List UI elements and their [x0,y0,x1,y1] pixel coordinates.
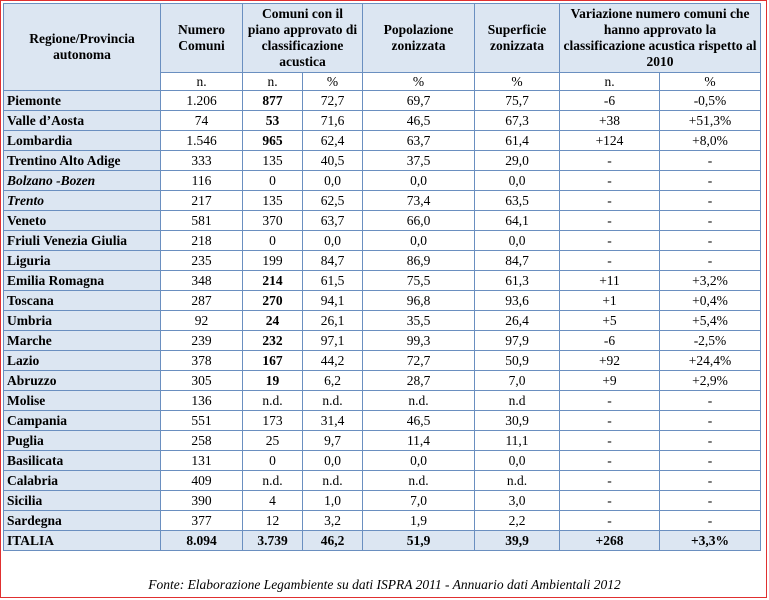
piano-pct-cell: 61,5 [303,271,363,291]
piano-pct-cell: n.d. [303,471,363,491]
variazione-pct-cell: -0,5% [660,91,761,111]
superficie-cell: 75,7 [475,91,560,111]
total-row [4,531,761,551]
popolazione-cell: n.d. [363,471,475,491]
numero-comuni-cell: 377 [161,511,243,531]
piano-n-cell: n.d. [243,391,303,411]
table-row [4,391,761,411]
popolazione-cell: 7,0 [363,491,475,511]
table-row [4,211,761,231]
popolazione-cell: 69,7 [363,91,475,111]
unit-cell: % [475,73,560,91]
table-row [4,351,761,371]
region-name-cell: Campania [4,411,161,431]
variazione-pct-cell: - [660,231,761,251]
piano-n-cell: 965 [243,131,303,151]
region-name-cell: Basilicata [4,451,161,471]
superficie-cell: n.d. [475,471,560,491]
table-row [4,191,761,211]
variazione-pct-cell: - [660,391,761,411]
piano-pct-cell: 71,6 [303,111,363,131]
variazione-n-cell: - [560,431,660,451]
variazione-n-cell: +11 [560,271,660,291]
table-row [4,491,761,511]
piano-pct-cell: 0,0 [303,171,363,191]
unit-cell: % [303,73,363,91]
unit-cell: n. [243,73,303,91]
numero-comuni-cell: 1.206 [161,91,243,111]
superficie-cell: 26,4 [475,311,560,331]
table-row [4,431,761,451]
piano-n-cell: 135 [243,191,303,211]
table-row [4,111,761,131]
superficie-cell: 97,9 [475,331,560,351]
numero-comuni-cell: 235 [161,251,243,271]
variazione-n-cell: +5 [560,311,660,331]
variazione-pct-cell: - [660,411,761,431]
variazione-n-cell: - [560,151,660,171]
table-row [4,291,761,311]
popolazione-cell: 0,0 [363,171,475,191]
variazione-n-cell: - [560,411,660,431]
region-name-cell: Piemonte [4,91,161,111]
superficie-cell: 84,7 [475,251,560,271]
popolazione-cell: 11,4 [363,431,475,451]
piano-n-cell: 0 [243,171,303,191]
variazione-pct-cell: +24,4% [660,351,761,371]
table-row [4,311,761,331]
piano-n-cell: 24 [243,311,303,331]
total-piano-pct: 46,2 [303,531,363,551]
table-row [4,91,761,111]
table-row [4,331,761,351]
variazione-pct-cell: - [660,151,761,171]
header-variazione: Variazione numero comuni che hanno approvato la classificazione acustica rispetto al 2010 [560,4,761,73]
variazione-pct-cell: - [660,511,761,531]
variazione-n-cell: - [560,511,660,531]
table-row [4,251,761,271]
variazione-pct-cell: - [660,491,761,511]
variazione-n-cell: - [560,191,660,211]
popolazione-cell: 46,5 [363,111,475,131]
numero-comuni-cell: 116 [161,171,243,191]
region-name-cell: Marche [4,331,161,351]
total-popolazione: 51,9 [363,531,475,551]
piano-n-cell: 270 [243,291,303,311]
popolazione-cell: 72,7 [363,351,475,371]
variazione-pct-cell: +0,4% [660,291,761,311]
header-numero-comuni: Numero Comuni [161,4,243,73]
numero-comuni-cell: 218 [161,231,243,251]
piano-n-cell: 0 [243,231,303,251]
superficie-cell: 29,0 [475,151,560,171]
popolazione-cell: 28,7 [363,371,475,391]
popolazione-cell: 75,5 [363,271,475,291]
piano-n-cell: 12 [243,511,303,531]
superficie-cell: 61,3 [475,271,560,291]
variazione-n-cell: - [560,171,660,191]
region-name-cell: Umbria [4,311,161,331]
numero-comuni-cell: 239 [161,331,243,351]
region-name-cell: Valle d’Aosta [4,111,161,131]
variazione-n-cell: - [560,391,660,411]
piano-pct-cell: 97,1 [303,331,363,351]
superficie-cell: 61,4 [475,131,560,151]
table-row [4,271,761,291]
numero-comuni-cell: 287 [161,291,243,311]
piano-n-cell: 232 [243,331,303,351]
unit-cell: n. [560,73,660,91]
region-name-cell: Molise [4,391,161,411]
table-row [4,471,761,491]
table-row [4,411,761,431]
variazione-n-cell: -6 [560,331,660,351]
header-superficie: Superficie zonizzata [475,4,560,73]
piano-n-cell: 19 [243,371,303,391]
total-piano-n: 3.739 [243,531,303,551]
variazione-pct-cell: +5,4% [660,311,761,331]
variazione-n-cell: +124 [560,131,660,151]
piano-n-cell: 173 [243,411,303,431]
superficie-cell: 67,3 [475,111,560,131]
variazione-pct-cell: - [660,431,761,451]
variazione-pct-cell: - [660,171,761,191]
piano-n-cell: n.d. [243,471,303,491]
superficie-cell: 0,0 [475,231,560,251]
superficie-cell: 11,1 [475,431,560,451]
region-name-cell: Sicilia [4,491,161,511]
numero-comuni-cell: 378 [161,351,243,371]
piano-n-cell: 53 [243,111,303,131]
piano-n-cell: 135 [243,151,303,171]
piano-n-cell: 4 [243,491,303,511]
total-variazione-n: +268 [560,531,660,551]
header-region: Regione/Provincia autonoma [4,4,161,91]
piano-pct-cell: 0,0 [303,451,363,471]
table-row [4,231,761,251]
piano-n-cell: 0 [243,451,303,471]
region-name-cell: Puglia [4,431,161,451]
piano-pct-cell: 72,7 [303,91,363,111]
total-superficie: 39,9 [475,531,560,551]
unit-cell: n. [161,73,243,91]
superficie-cell: 2,2 [475,511,560,531]
region-name-cell: Toscana [4,291,161,311]
table-row [4,511,761,531]
variazione-pct-cell: - [660,211,761,231]
region-name-cell: Bolzano -Bozen [4,171,161,191]
popolazione-cell: 63,7 [363,131,475,151]
piano-pct-cell: 62,5 [303,191,363,211]
piano-n-cell: 199 [243,251,303,271]
numero-comuni-cell: 217 [161,191,243,211]
piano-pct-cell: 40,5 [303,151,363,171]
header-comuni-piano: Comuni con il piano approvato di classificazione acustica [243,4,363,73]
numero-comuni-cell: 333 [161,151,243,171]
acoustic-classification-table [3,3,761,551]
popolazione-cell: 0,0 [363,451,475,471]
popolazione-cell: 73,4 [363,191,475,211]
superficie-cell: 93,6 [475,291,560,311]
popolazione-cell: 66,0 [363,211,475,231]
table-row [4,371,761,391]
variazione-n-cell: +9 [560,371,660,391]
piano-pct-cell: 84,7 [303,251,363,271]
piano-pct-cell: 31,4 [303,411,363,431]
popolazione-cell: n.d. [363,391,475,411]
piano-pct-cell: 63,7 [303,211,363,231]
piano-pct-cell: 1,0 [303,491,363,511]
piano-pct-cell: 9,7 [303,431,363,451]
region-name-cell: Friuli Venezia Giulia [4,231,161,251]
numero-comuni-cell: 131 [161,451,243,471]
piano-n-cell: 25 [243,431,303,451]
variazione-n-cell: - [560,491,660,511]
region-name-cell: Emilia Romagna [4,271,161,291]
total-name: ITALIA [4,531,161,551]
variazione-pct-cell: +3,2% [660,271,761,291]
piano-pct-cell: 3,2 [303,511,363,531]
total-variazione-pct: +3,3% [660,531,761,551]
superficie-cell: 63,5 [475,191,560,211]
superficie-cell: 3,0 [475,491,560,511]
piano-pct-cell: 6,2 [303,371,363,391]
variazione-pct-cell: - [660,451,761,471]
popolazione-cell: 37,5 [363,151,475,171]
superficie-cell: 30,9 [475,411,560,431]
region-name-cell: Trento [4,191,161,211]
header-popolazione: Popolazione zonizzata [363,4,475,73]
region-name-cell: Veneto [4,211,161,231]
region-name-cell: Lombardia [4,131,161,151]
table-row [4,171,761,191]
variazione-n-cell: - [560,251,660,271]
table-body [4,91,761,531]
variazione-n-cell: +38 [560,111,660,131]
numero-comuni-cell: 136 [161,391,243,411]
numero-comuni-cell: 258 [161,431,243,451]
superficie-cell: n.d [475,391,560,411]
variazione-n-cell: +92 [560,351,660,371]
superficie-cell: 7,0 [475,371,560,391]
variazione-pct-cell: +2,9% [660,371,761,391]
piano-pct-cell: 94,1 [303,291,363,311]
variazione-n-cell: - [560,471,660,491]
region-name-cell: Liguria [4,251,161,271]
region-name-cell: Trentino Alto Adige [4,151,161,171]
popolazione-cell: 96,8 [363,291,475,311]
total-numero-comuni: 8.094 [161,531,243,551]
superficie-cell: 64,1 [475,211,560,231]
region-name-cell: Abruzzo [4,371,161,391]
numero-comuni-cell: 409 [161,471,243,491]
piano-pct-cell: 0,0 [303,231,363,251]
popolazione-cell: 35,5 [363,311,475,331]
source-note: Fonte: Elaborazione Legambiente su dati ISPRA 2011 - Annuario dati Ambientali 2012 [148,577,621,592]
variazione-pct-cell: - [660,471,761,491]
popolazione-cell: 0,0 [363,231,475,251]
superficie-cell: 50,9 [475,351,560,371]
table-row [4,131,761,151]
unit-cell: % [660,73,761,91]
piano-pct-cell: n.d. [303,391,363,411]
numero-comuni-cell: 1.546 [161,131,243,151]
piano-pct-cell: 62,4 [303,131,363,151]
popolazione-cell: 46,5 [363,411,475,431]
table-row [4,151,761,171]
popolazione-cell: 1,9 [363,511,475,531]
region-name-cell: Sardegna [4,511,161,531]
numero-comuni-cell: 305 [161,371,243,391]
variazione-n-cell: - [560,231,660,251]
variazione-n-cell: +1 [560,291,660,311]
superficie-cell: 0,0 [475,171,560,191]
variazione-n-cell: -6 [560,91,660,111]
variazione-pct-cell: - [660,191,761,211]
table-row [4,451,761,471]
variazione-pct-cell: - [660,251,761,271]
numero-comuni-cell: 348 [161,271,243,291]
region-name-cell: Calabria [4,471,161,491]
popolazione-cell: 99,3 [363,331,475,351]
piano-n-cell: 370 [243,211,303,231]
numero-comuni-cell: 551 [161,411,243,431]
region-name-cell: Lazio [4,351,161,371]
numero-comuni-cell: 92 [161,311,243,331]
unit-cell: % [363,73,475,91]
variazione-pct-cell: +51,3% [660,111,761,131]
piano-pct-cell: 26,1 [303,311,363,331]
variazione-pct-cell: -2,5% [660,331,761,351]
variazione-pct-cell: +8,0% [660,131,761,151]
piano-n-cell: 214 [243,271,303,291]
variazione-n-cell: - [560,451,660,471]
numero-comuni-cell: 390 [161,491,243,511]
popolazione-cell: 86,9 [363,251,475,271]
superficie-cell: 0,0 [475,451,560,471]
piano-n-cell: 877 [243,91,303,111]
variazione-n-cell: - [560,211,660,231]
numero-comuni-cell: 581 [161,211,243,231]
numero-comuni-cell: 74 [161,111,243,131]
piano-pct-cell: 44,2 [303,351,363,371]
piano-n-cell: 167 [243,351,303,371]
